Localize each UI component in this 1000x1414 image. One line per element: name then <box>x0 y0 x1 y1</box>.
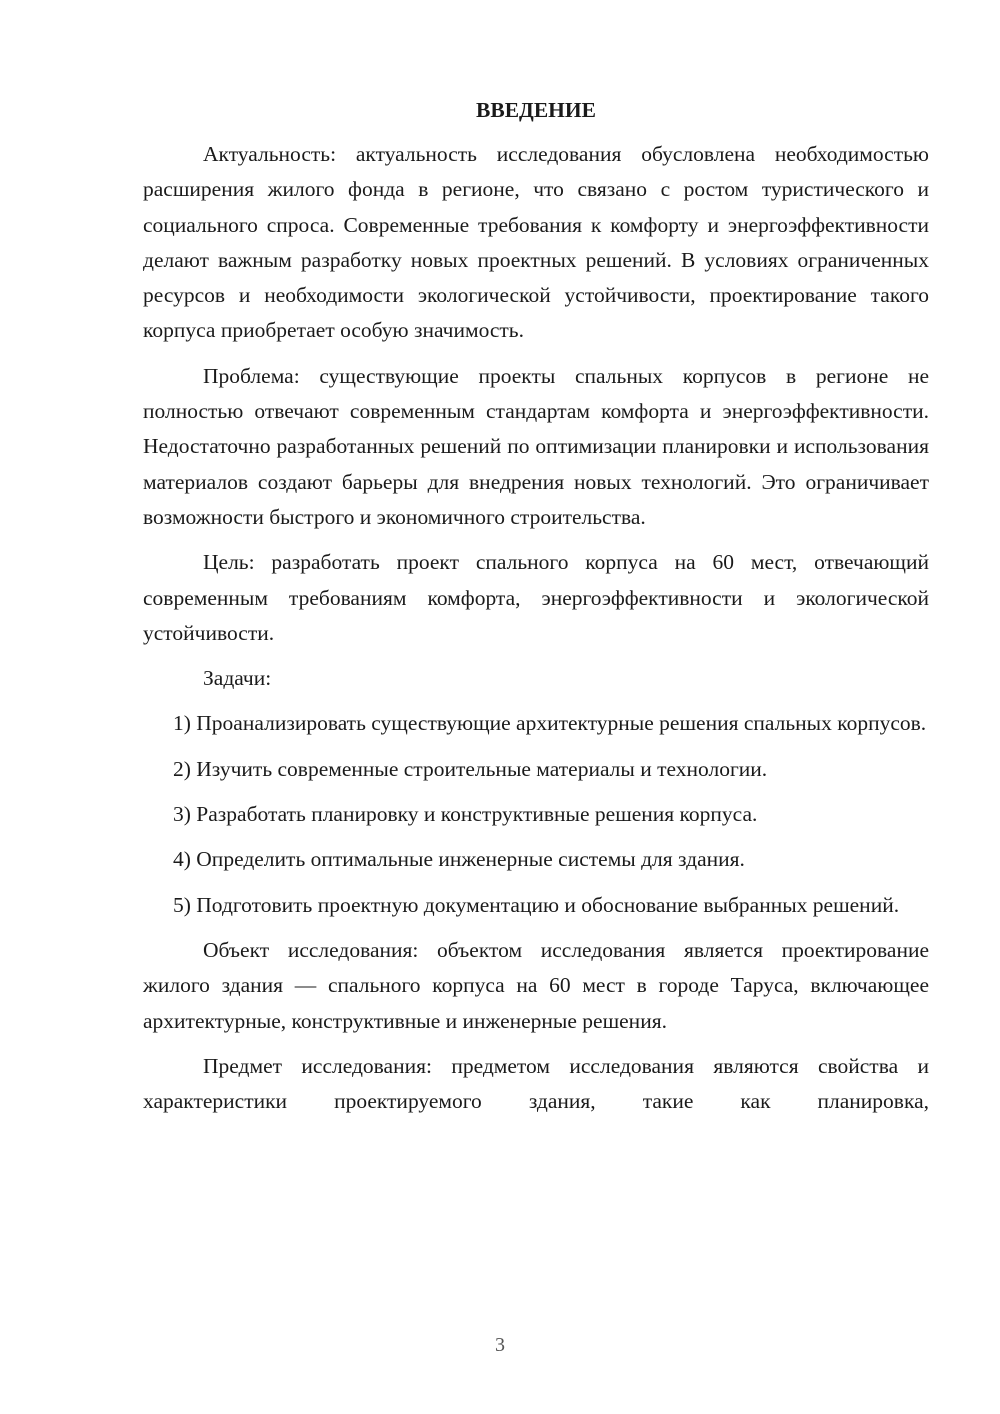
paragraph-subject: Предмет исследования: предметом исследования являются свойства и характеристики проектируемого здания, такие как планировка, <box>143 1053 929 1114</box>
paragraph-object: Объект исследования: объектом исследования является проектирование жилого здания — спального корпуса на 60 мест в городе Таруса, включающее архитектурные, конструктивные и инженерные решения. <box>143 937 929 1033</box>
task-item-2: 2) Изучить современные строительные материалы и технологии. <box>173 756 768 781</box>
section-title: ВВЕДЕНИЕ <box>476 98 596 122</box>
task-item-1: 1) Проанализировать существующие архитектурные решения спальных корпусов. <box>173 711 927 736</box>
paragraph-problem: Проблема: существующие проекты спальных корпусов в регионе не полностью отвечают современным стандартам комфорта и энергоэффективности. Недостаточно разработанных решений по оптимизации планировки и использования материалов создают барьеры для внедрения новых технологий. Это ограничивает возможности быстрого и экономичного строительства. <box>143 363 929 529</box>
task-item-3: 3) Разработать планировку и конструктивные решения корпуса. <box>173 802 758 827</box>
tasks-heading: Задачи: <box>203 666 272 691</box>
page-number: 3 <box>495 1334 505 1356</box>
paragraph-goal: Цель: разработать проект спального корпуса на 60 мест, отвечающий современным требованиям комфорта, энергоэффективности и экологической устойчивости. <box>143 550 929 645</box>
page-content <box>143 94 929 1129</box>
task-item-5: 5) Подготовить проектную документацию и обоснование выбранных решений. <box>173 892 900 917</box>
task-item-4: 4) Определить оптимальные инженерные системы для здания. <box>173 847 745 872</box>
paragraph-relevance: Актуальность: актуальность исследования обусловлена необходимостью расширения жилого фонда в регионе, что связано с ростом туристического и социального спроса. Современные требования к комфорту и энергоэффективности делают важным разработку новых проектных решений. В условиях ограниченных ресурсов и необходимости экологической устойчивости, проектирование такого корпуса приобретает особую значимость. <box>143 142 929 343</box>
